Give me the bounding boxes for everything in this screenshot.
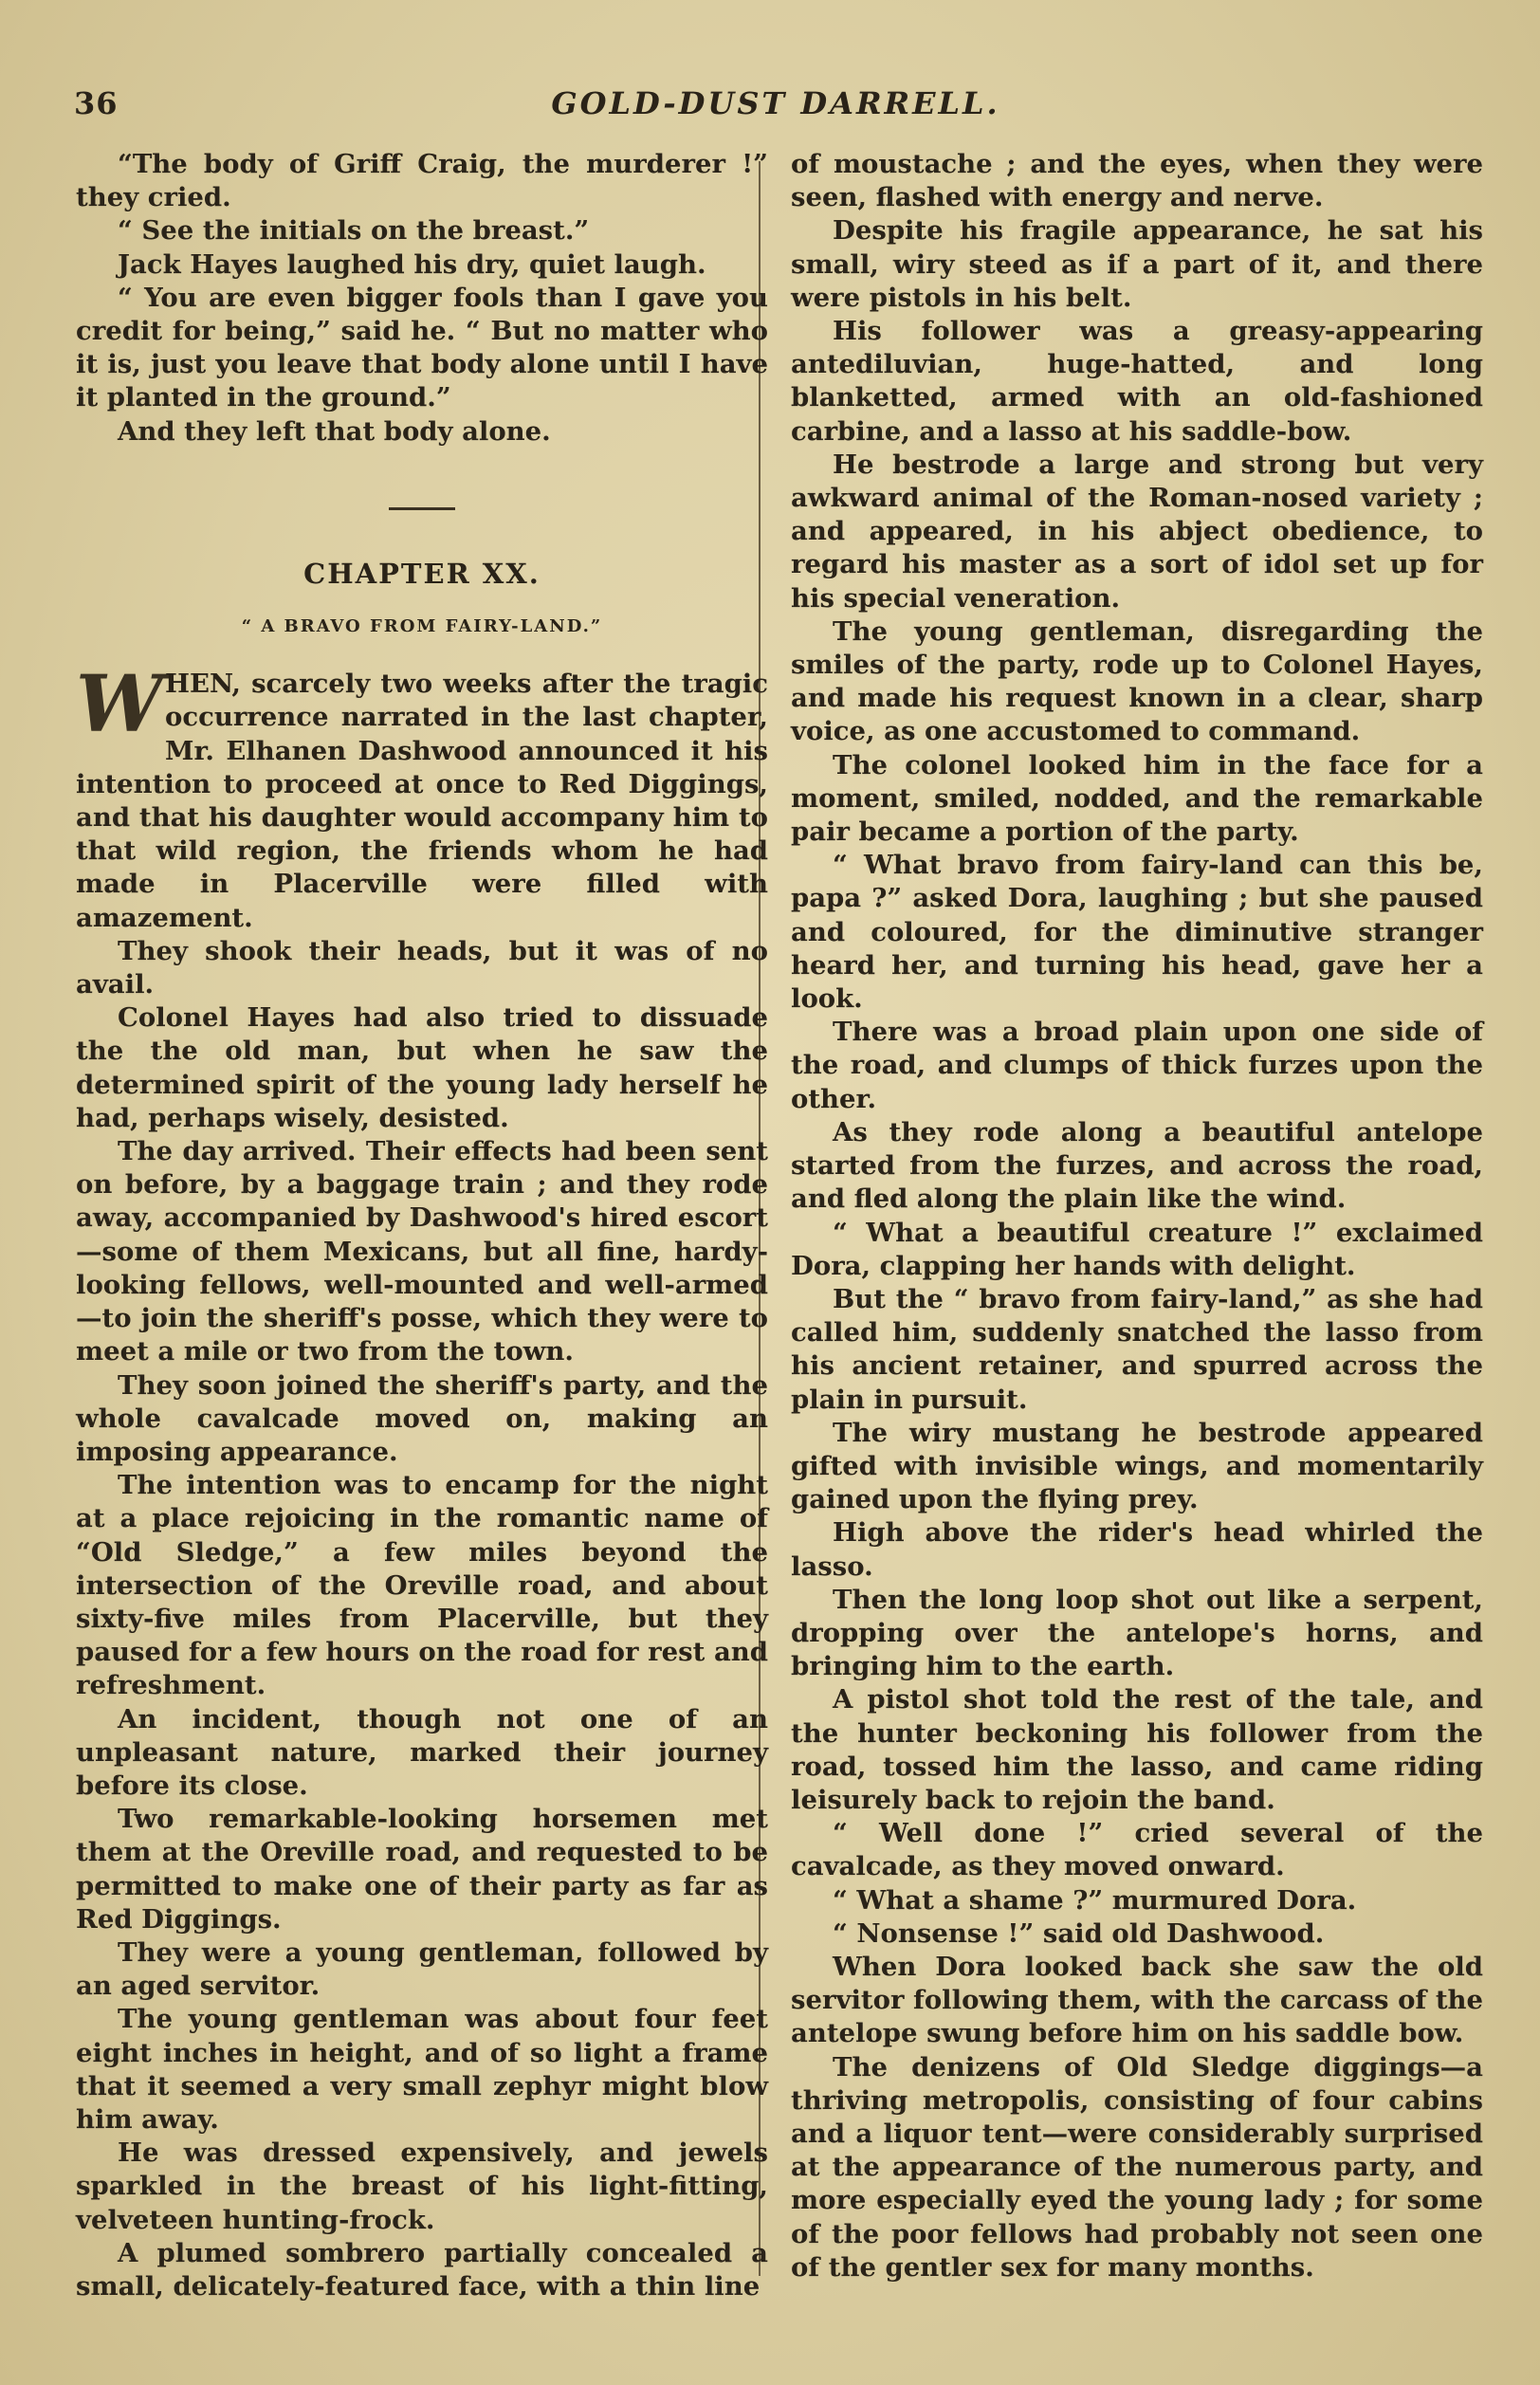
paragraph: The intention was to encamp for the night at a place rejoicing in the romantic name of “Old Sledge,” a few miles beyond the intersection of the Oreville road, and about sixty-five miles from Placerville, but they paused for a few hours on the road for rest and refreshment. [76,1470,768,1701]
paragraph: Despite his fragile appearance, he sat his small, wiry steed as if a part of it, and there were pistols in his belt. [791,215,1483,313]
paragraph: He bestrode a large and strong but very awkward animal of the Roman-nosed variety ; and appeared, in his abject obedience, to regard his master as a sort of idol set up for his special veneration. [791,449,1483,614]
paragraph: The young gentleman, disregarding the smiles of the party, rode up to Colonel Hayes, and made his request known in a clear, sharp voice, as one accustomed to command. [791,615,1483,747]
paragraph: The day arrived. Their effects had been sent on before, by a baggage train ; and they rode away, accompanied by Dashwood's hired escort—some of them Mexicans, but all fine, hardy-looking fellows, well-mounted and well-armed—to join the sheriff's posse, which they were to meet a mile or two from the town. [76,1136,768,1367]
paragraph: As they rode along a beautiful antelope started from the furzes, and across the road, and fled along the plain like the wind. [791,1116,1483,1215]
paragraph: The young gentleman was about four feet eight inches in height, and of so light a frame that it seemed a very small zephyr might blow him away. [76,2004,768,2135]
page-header [74,85,1477,133]
chapter-title: CHAPTER XX. [303,557,541,590]
paragraph: A plumed sombrero partially concealed a small, delicately-featured face, with a thin line [76,2237,768,2302]
chapter-body-right [791,214,1483,2284]
paragraph: “ Well done !” cried several of the cavalcade, as they moved onward. [791,1818,1483,1882]
continued-paragraph: of moustache ; and the eyes, when they were seen, flashed with energy and nerve. [791,149,1483,213]
paragraph: Colonel Hayes had also tried to dissuade the the old man, but when he saw the determined spirit of the young lady herself he had, perhaps wisely, desisted. [76,1002,768,1133]
right-column [791,148,1483,2284]
paragraph: An incident, though not one of an unpleasant nature, marked their journey before its close. [76,1703,768,1801]
paragraph: “ Nonsense !” said old Dashwood. [833,1917,1325,1949]
paragraph: The wiry mustang he bestrode appeared gifted with invisible wings, and momentarily gained upon the flying prey. [791,1417,1483,1515]
chapter-subtitle: “ A BRAVO FROM FAIRY-LAND.” [241,616,603,637]
paragraph: HEN, scarcely two weeks after the tragic occurrence narrated in the last chapter, Mr. Elhanen Dashwood announced it his intention to proceed at once to Red Diggings, and that his daughter would accompany him to that wild region, the friends whom he had made in Placerville were filled with amazement. [76,669,768,933]
drop-cap: W [76,659,164,751]
paragraph: “ What a beautiful creature !” exclaimed Dora, clapping her hands with delight. [791,1217,1483,1281]
page-number: 36 [74,85,119,121]
paragraph: The denizens of Old Sledge diggings—a thriving metropolis, consisting of four cabins and a liquor tent—were considerably surprised at the appearance of the numerous party, and more especially eyed the young lady ; for some of the poor fellows had probably not seen one of the gentler sex for many months. [791,2051,1483,2283]
paragraph: Then the long loop shot out like a serpent, dropping over the antelope's horns, and bringing him to the earth. [791,1584,1483,1682]
pre-chapter-text [76,148,768,449]
paragraph: “ You are even bigger fools than I gave you credit for being,” said he. “ But no matter who it is, just you leave that body alone until I have it planted in the ground.” [76,282,768,413]
left-column [76,148,768,2303]
paragraph: “ What a shame ?” murmured Dora. [833,1884,1357,1916]
paragraph: Two remarkable-looking horsemen met them at the Oreville road, and requested to be permitted to make one of their party as far as Red Diggings. [76,1804,768,1935]
paragraph: When Dora looked back she saw the old servitor following them, with the carcass of the antelope swung before him on his saddle bow. [791,1951,1484,2049]
paragraph: They shook their heads, but it was of no avail. [76,935,768,1000]
paragraph: A pistol shot told the rest of the tale, and the hunter beckoning his follower from the road, tossed him the lasso, and came riding leisurely back to rejoin the band. [791,1684,1483,1815]
paragraph: His follower was a greasy-appearing antediluvian, huge-hatted, and long blanketted, armed with an old-fashioned carbine, and a lasso at his saddle-bow. [791,316,1483,447]
paragraph: And they left that body alone. [118,415,551,447]
paragraph: “ What bravo from fairy-land can this be, papa ?” asked Dora, laughing ; but she paused and coloured, for the diminutive stranger heard her, and turning his head, gave her a look. [791,850,1483,1015]
opening-paragraph [76,659,768,935]
paragraph: They were a young gentleman, followed by an aged servitor. [76,1936,768,2002]
paragraph: High above the rider's head whirled the lasso. [791,1517,1483,1582]
paragraph: “The body of Griff Craig, the murderer !” they cried. [76,149,768,213]
paragraph: “ See the initials on the breast.” [118,215,590,247]
chapter-body-left [76,935,768,2303]
paragraph: But the “ bravo from fairy-land,” as she had called him, suddenly snatched the lasso from his ancient retainer, and spurred across the plain in pursuit. [791,1283,1483,1415]
running-title: GOLD-DUST DARRELL. [551,85,1000,121]
paragraph: Jack Hayes laughed his dry, quiet laugh. [118,248,706,280]
paragraph: The colonel looked him in the face for a moment, smiled, nodded, and the remarkable pair became a portion of the party. [791,749,1483,848]
paragraph: They soon joined the sheriff's party, and the whole cavalcade moved on, making an imposing appearance. [76,1369,768,1467]
paragraph: There was a broad plain upon one side of the road, and clumps of thick furzes upon the other. [791,1017,1483,1114]
paragraph: He was dressed expensively, and jewels sparkled in the breast of his light-fitting, velveteen hunting-frock. [76,2137,768,2235]
section-rule [389,507,455,510]
